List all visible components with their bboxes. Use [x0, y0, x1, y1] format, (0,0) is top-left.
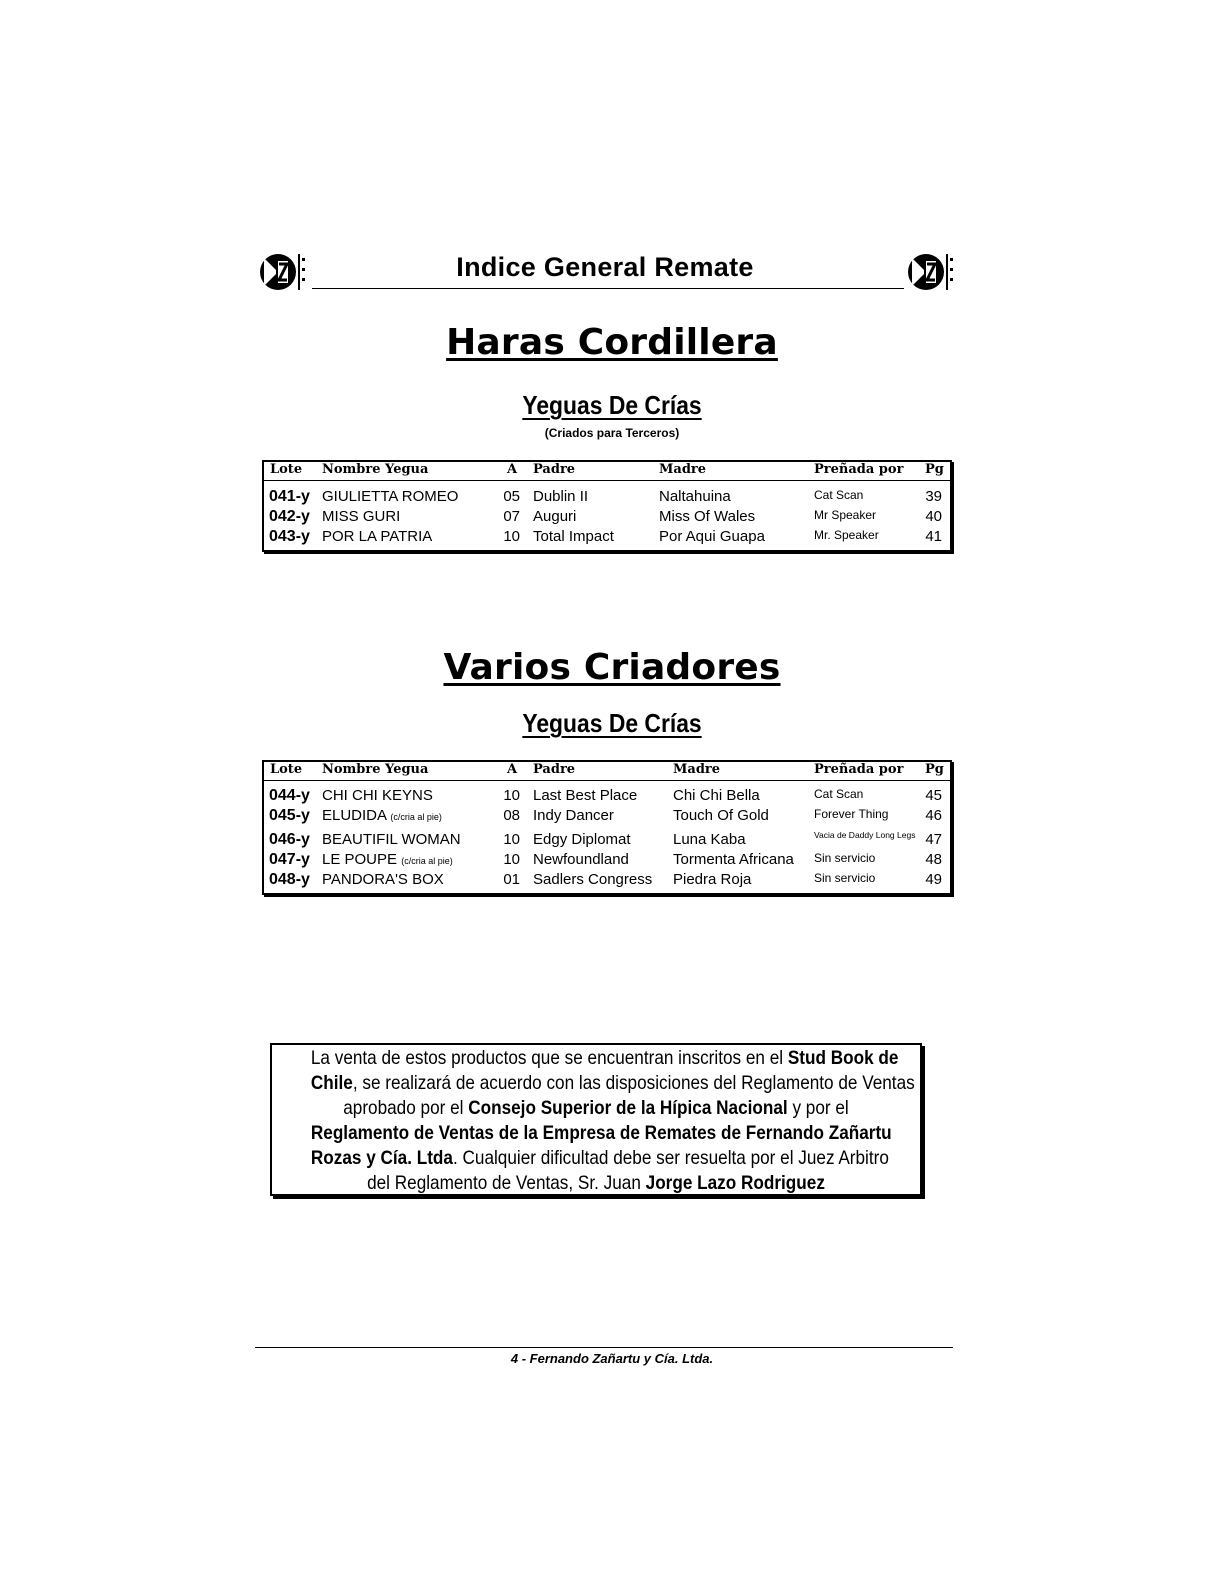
col-pg: Pg [925, 462, 944, 477]
col-padre: Padre [533, 462, 576, 477]
row-prenada: Forever Thing [814, 807, 889, 821]
notice-text: y por el [787, 1097, 849, 1119]
row-pg: 45 [925, 787, 942, 804]
col-nombre: Nombre Yegua [322, 762, 429, 777]
row-madre: Piedra Roja [673, 871, 752, 888]
row-nombre-note: (c/cria al pie) [401, 856, 453, 866]
notice-text: del Reglamento de Ventas, Sr. Juan [367, 1172, 646, 1194]
row-nombre: GIULIETTA ROMEO [322, 488, 459, 505]
row-nombre: PANDORA'S BOX [322, 871, 444, 888]
notice-line [311, 1171, 881, 1196]
row-madre: Miss Of Wales [659, 508, 756, 525]
row-pg: 41 [925, 528, 942, 545]
row-prenada: Vacia de Daddy Long Legs [814, 830, 916, 840]
row-padre: Auguri [533, 508, 577, 525]
row-padre: Indy Dancer [533, 807, 614, 824]
row-a: 10 [503, 831, 520, 848]
row-prenada: Cat Scan [814, 488, 864, 502]
row-prenada: Sin servicio [814, 871, 876, 885]
row-nombre: MISS GURI [322, 508, 401, 525]
row-lote: 046-y [269, 831, 310, 848]
row-madre: Chi Chi Bella [673, 787, 760, 804]
row-lote: 042-y [269, 508, 310, 525]
notice-bold: Chile [310, 1072, 353, 1094]
col-nombre: Nombre Yegua [322, 462, 429, 477]
table-haras-cordillera [262, 460, 952, 552]
col-madre: Madre [673, 762, 721, 777]
row-padre: Newfoundland [533, 851, 629, 868]
section1-note: (Criados para Terceros) [544, 426, 680, 440]
row-pg: 49 [925, 871, 942, 888]
col-padre: Padre [533, 762, 576, 777]
col-prenada: Preñada por [814, 462, 904, 477]
notice-bold: Rozas y Cía. Ltda [310, 1147, 453, 1169]
row-lote: 048-y [269, 871, 310, 888]
col-prenada: Preñada por [814, 762, 904, 777]
row-padre: Dublin II [533, 488, 589, 505]
row-pg: 47 [925, 831, 942, 848]
row-prenada: Cat Scan [814, 787, 864, 801]
section-title-haras-cordillera: Haras Cordillera [446, 322, 778, 363]
footer-divider [255, 1347, 953, 1348]
header-divider [312, 288, 904, 289]
row-a: 05 [503, 488, 520, 505]
table-row [264, 527, 950, 547]
row-lote: 047-y [269, 851, 310, 868]
notice-line [311, 1096, 881, 1121]
section1-subtitle: Yeguas De Crías [522, 390, 702, 420]
table-row [264, 487, 950, 507]
row-nombre: POR LA PATRIA [322, 528, 433, 545]
notice-text: aprobado por el [343, 1097, 469, 1119]
row-nombre: ELUDIDA [322, 807, 387, 824]
table-varios-criadores [262, 760, 952, 895]
row-nombre: LE POUPE [322, 851, 398, 868]
row-prenada: Mr. Speaker [814, 528, 879, 542]
col-a: A [507, 762, 518, 777]
row-padre: Sadlers Congress [533, 871, 653, 888]
row-padre: Edgy Diplomat [533, 831, 631, 848]
notice-bold: Jorge Lazo Rodriguez [645, 1172, 825, 1194]
table-row [264, 786, 950, 806]
notice-line [310, 1071, 915, 1096]
row-a: 10 [503, 528, 520, 545]
table-header [264, 762, 950, 781]
table-header [264, 462, 950, 481]
row-lote: 043-y [269, 528, 310, 545]
notice-line [310, 1146, 889, 1171]
row-prenada: Mr Speaker [814, 508, 877, 522]
row-a: 10 [503, 851, 520, 868]
row-nombre-wrap [322, 851, 453, 868]
col-lote: Lote [270, 762, 303, 777]
row-nombre: CHI CHI KEYNS [322, 787, 433, 804]
table-row [264, 830, 950, 850]
row-a: 10 [503, 787, 520, 804]
notice-bold: Reglamento de Ventas de la Empresa de Remates de Fernando Zañartu [310, 1122, 892, 1144]
row-pg: 40 [925, 508, 942, 525]
row-nombre-note: (c/cria al pie) [390, 812, 442, 822]
section2-subtitle: Yeguas De Crías [522, 708, 702, 738]
col-lote: Lote [270, 462, 303, 477]
row-madre: Luna Kaba [673, 831, 746, 848]
row-padre: Total Impact [533, 528, 614, 545]
col-pg: Pg [925, 762, 944, 777]
section-title-varios-criadores: Varios Criadores [443, 647, 781, 688]
notice-text: La venta de estos productos que se encuentran inscritos en el [310, 1047, 788, 1069]
company-logo-left [258, 250, 310, 294]
row-a: 07 [503, 508, 520, 525]
row-pg: 39 [925, 488, 942, 505]
row-padre: Last Best Place [533, 787, 638, 804]
table-row [264, 507, 950, 527]
notice-bold: Consejo Superior de la Hípica Nacional [468, 1097, 788, 1119]
notice-bold: Stud Book de [787, 1047, 899, 1069]
row-a: 01 [503, 871, 520, 888]
footer-text: 4 - Fernando Zañartu y Cía. Ltda. [510, 1351, 714, 1366]
notice-text: , se realizará de acuerdo con las disposiciones del Reglamento de Ventas [352, 1072, 915, 1094]
row-pg: 48 [925, 851, 942, 868]
row-madre: Touch Of Gold [673, 807, 769, 824]
table-row [264, 850, 950, 870]
row-madre: Tormenta Africana [673, 851, 794, 868]
row-madre: Naltahuina [659, 488, 731, 505]
notice-text: . Cualquier dificultad debe ser resuelta por el Juez Arbitro [452, 1147, 889, 1169]
row-madre: Por Aqui Guapa [659, 528, 765, 545]
col-madre: Madre [659, 462, 707, 477]
row-lote: 041-y [269, 488, 310, 505]
table-row [264, 806, 950, 830]
col-a: A [507, 462, 518, 477]
row-nombre-wrap [322, 807, 442, 824]
company-logo-right [906, 250, 958, 294]
table-row [264, 870, 950, 890]
notice-line [310, 1046, 899, 1071]
row-nombre: BEAUTIFIL WOMAN [322, 831, 461, 848]
row-lote: 045-y [269, 807, 310, 824]
page-header-title: Indice General Remate [456, 252, 754, 282]
row-lote: 044-y [269, 787, 310, 804]
notice-line [310, 1121, 892, 1146]
row-prenada: Sin servicio [814, 851, 876, 865]
sales-notice-box [270, 1043, 922, 1196]
row-a: 08 [503, 807, 520, 824]
row-pg: 46 [925, 807, 942, 824]
